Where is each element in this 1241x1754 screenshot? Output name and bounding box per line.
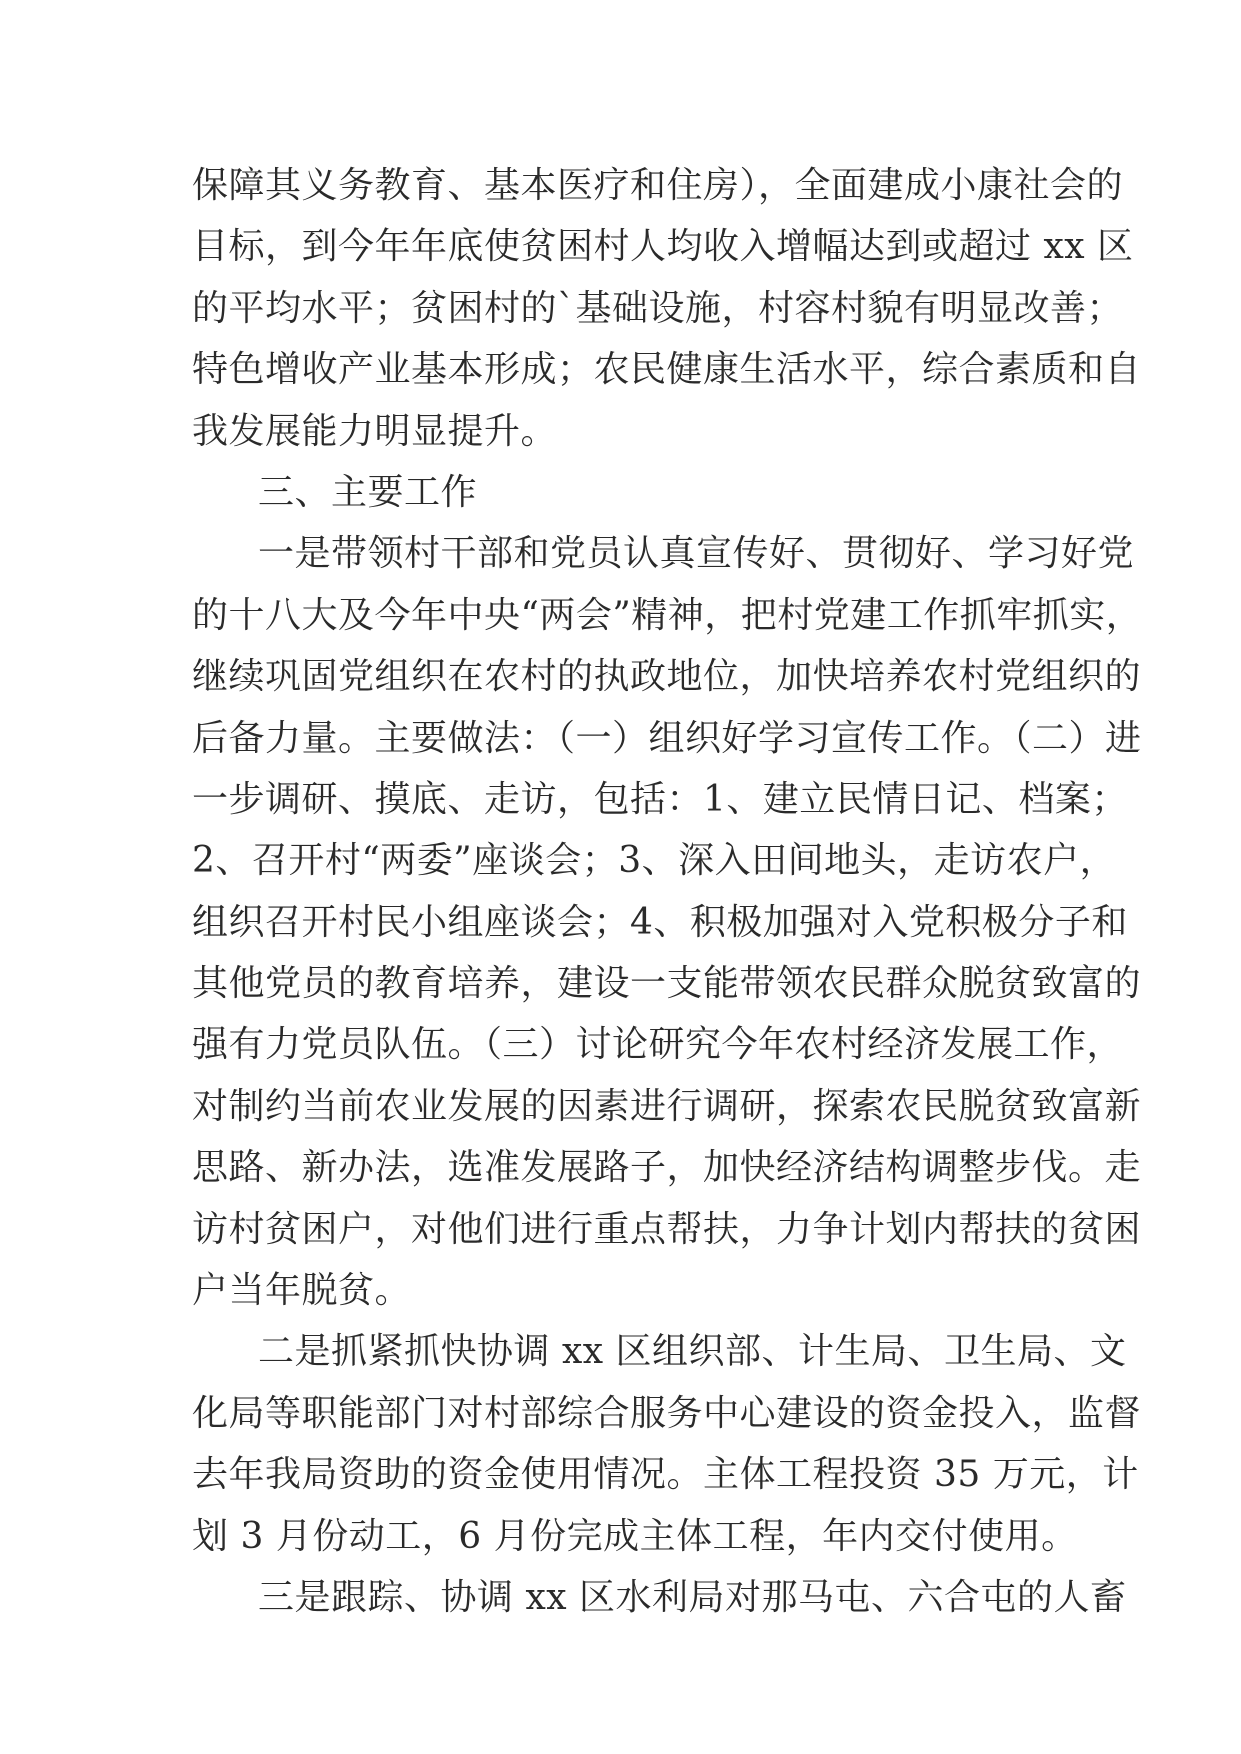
text-line: 思路、新办法，选准发展路子，加快经济结构调整步伐。走 [192, 1147, 1142, 1189]
text-line: 的平均水平；贫困村的`基础设施，村容村貌有明显改善； [192, 287, 1124, 329]
text-line: 对制约当前农业发展的因素进行调研，探索农民脱贫致富新 [192, 1085, 1142, 1127]
text-line: 二是抓紧抓快协调 xx 区组织部、计生局、卫生局、文 [258, 1331, 1127, 1373]
text-line: 化局等职能部门对村部综合服务中心建设的资金投入，监督 [192, 1392, 1142, 1434]
text-line: 一步调研、摸底、走访，包括：1、建立民情日记、档案； [192, 778, 1128, 820]
text-line: 强有力党员队伍。（三）讨论研究今年农村经济发展工作， [192, 1024, 1124, 1066]
text-line: 其他党员的教育培养，建设一支能带领农民群众脱贫致富的 [192, 963, 1142, 1005]
text-line: 三是跟踪、协调 xx 区水利局对那马屯、六合屯的人畜 [258, 1576, 1127, 1618]
text-line: 我发展能力明显提升。 [192, 410, 558, 452]
text-line: 组织召开村民小组座谈会；4、积极加强对入党积极分子和 [192, 901, 1128, 943]
text-line: 户当年脱贫。 [192, 1270, 412, 1312]
text-line: 一是带领村干部和党员认真宣传好、贯彻好、学习好党 [258, 533, 1135, 575]
text-line: 保障其义务教育、基本医疗和住房），全面建成小康社会的 [192, 165, 1124, 206]
text-line: 2、召开村“两委”座谈会；3、深入田间地头，走访农户， [192, 840, 1117, 882]
text-line: 特色增收产业基本形成；农民健康生活水平，综合素质和自 [192, 349, 1142, 391]
document-body [192, 155, 1143, 1628]
text-line: 继续巩固党组织在农村的执政地位，加快培养农村党组织的 [192, 656, 1142, 698]
text-line: 后备力量。主要做法：（一）组织好学习宣传工作。（二）进 [192, 717, 1142, 759]
text-line: 访村贫困户，对他们进行重点帮扶，力争计划内帮扶的贫困 [192, 1208, 1142, 1250]
text-line: 三、主要工作 [258, 471, 478, 513]
text-line: 划 3 月份动工，6 月份完成主体工程，年内交付使用。 [192, 1515, 1078, 1557]
text-line: 目标，到今年年底使贫困村人均收入增幅达到或超过 xx 区 [192, 226, 1134, 268]
text-line: 的十八大及今年中央“两会”精神，把村党建工作抓牢抓实， [192, 594, 1143, 636]
text-line: 去年我局资助的资金使用情况。主体工程投资 35 万元，计 [192, 1454, 1139, 1496]
